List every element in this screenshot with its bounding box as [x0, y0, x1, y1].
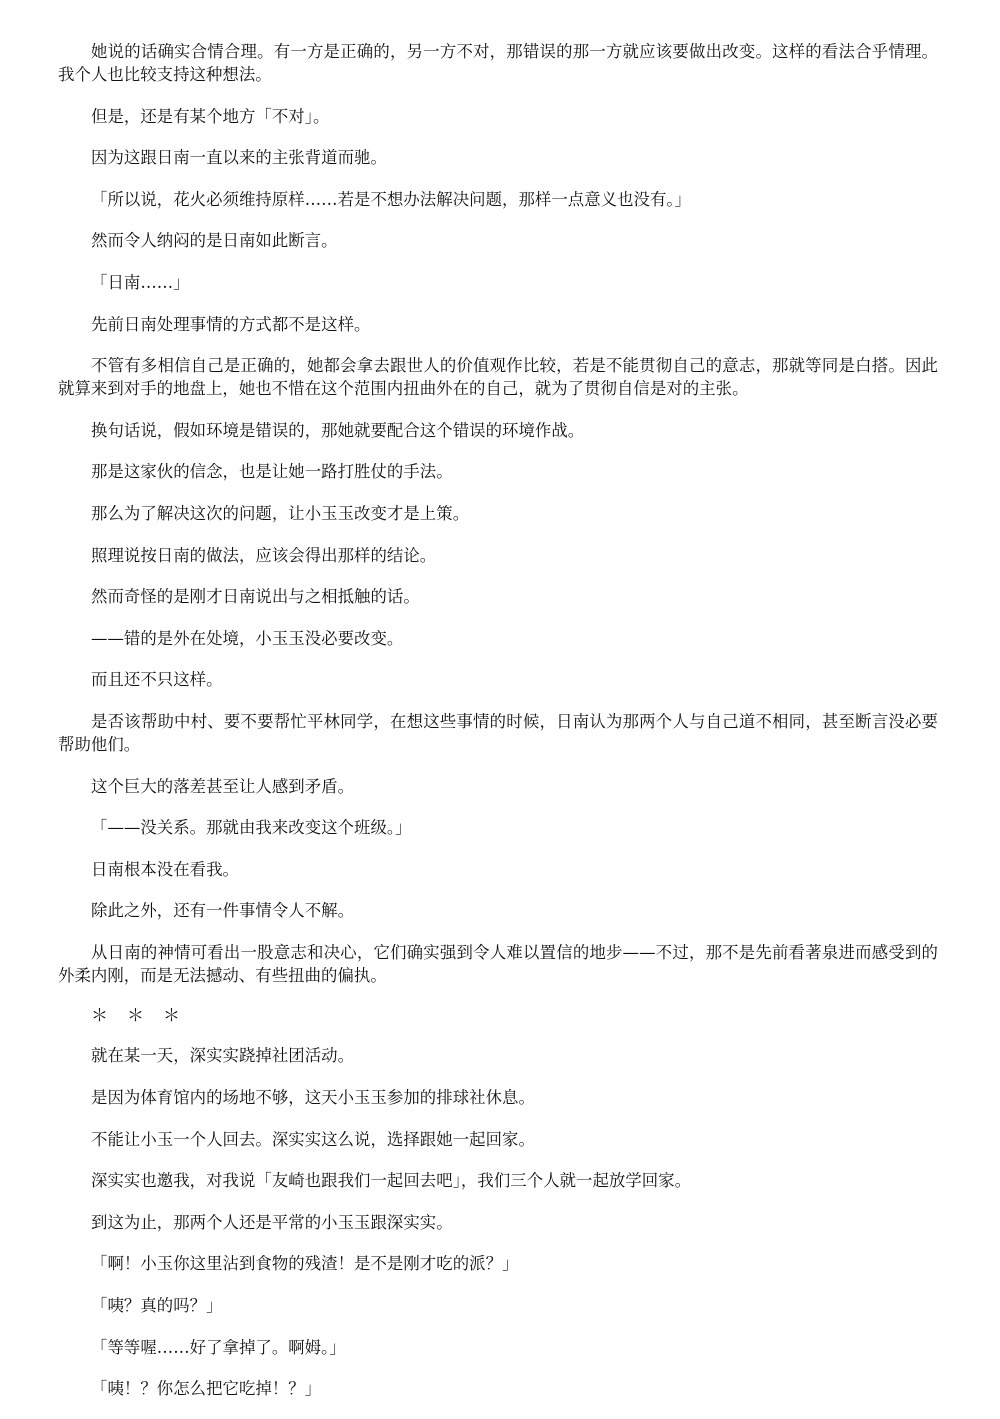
- paragraph: 除此之外，还有一件事情令人不解。: [91, 901, 355, 921]
- paragraph: 「等等喔……好了拿掉了。啊姆。」: [91, 1337, 346, 1357]
- paragraph: 不管有多相信自己是正确的，她都会拿去跟世人的价值观作比较，若是不能贯彻自己的意志，那就等同是白搭。因此就算来到对手的地盘上，她也不惜在这个范围内扭曲外在的自己，就为了贯彻自信是对的主张。: [58, 356, 938, 399]
- asterisk-mark: ＊: [127, 1006, 144, 1027]
- asterisk-mark: ＊: [163, 1006, 180, 1027]
- paragraph: 到这为止，那两个人还是平常的小玉玉跟深实实。: [91, 1212, 453, 1232]
- paragraph: 这个巨大的落差甚至让人感到矛盾。: [91, 776, 355, 796]
- paragraph: 是因为体育馆内的场地不够，这天小玉玉参加的排球社休息。: [91, 1088, 535, 1108]
- paragraph: 那是这家伙的信念，也是让她一路打胜仗的手法。: [91, 462, 453, 482]
- paragraph: 她说的话确实合情合理。有一方是正确的，另一方不对，那错误的那一方就应该要做出改变。这样的看法合乎情理。我个人也比较支持这种想法。: [58, 42, 938, 84]
- paragraph: 而且还不只这样。: [91, 670, 223, 690]
- paragraph: 就在某一天，深实实跷掉社团活动。: [91, 1046, 355, 1066]
- paragraph: 「啊！小玉你这里沾到食物的残渣！是不是刚才吃的派？」: [91, 1254, 519, 1274]
- paragraph: 从日南的神情可看出一股意志和决心，它们确实强到令人难以置信的地步——不过，那不是先前看著泉进而感受到的外柔内刚，而是无法撼动、有些扭曲的偏执。: [58, 942, 938, 985]
- paragraph: 那么为了解决这次的问题，让小玉玉改变才是上策。: [91, 503, 470, 523]
- page-body: [58, 40, 938, 1419]
- paragraph: 「咦！？你怎么把它吃掉！？」: [91, 1379, 322, 1399]
- paragraph: 但是，还是有某个地方「不对」。: [91, 106, 330, 126]
- paragraph: 然而令人纳闷的是日南如此断言。: [91, 231, 338, 251]
- paragraph: 先前日南处理事情的方式都不是这样。: [91, 314, 371, 334]
- paragraph: 不能让小玉一个人回去。深实实这么说，选择跟她一起回家。: [91, 1129, 535, 1149]
- paragraph: 深实实也邀我，对我说「友崎也跟我们一起回去吧」，我们三个人就一起放学回家。: [91, 1171, 692, 1191]
- paragraph: 照理说按日南的做法，应该会得出那样的结论。: [91, 545, 437, 565]
- paragraph: 然而奇怪的是刚才日南说出与之相抵触的话。: [91, 587, 420, 607]
- scene-break-separator: [58, 1005, 938, 1028]
- paragraph: 「咦？真的吗？」: [91, 1296, 223, 1316]
- paragraph: 是否该帮助中村、要不要帮忙平林同学，在想这些事情的时候，日南认为那两个人与自己道不相同，甚至断言没必要帮助他们。: [58, 711, 938, 754]
- paragraph: 换句话说，假如环境是错误的，那她就要配合这个错误的环境作战。: [91, 420, 585, 440]
- paragraph: 「日南……」: [91, 272, 190, 292]
- paragraph: 日南根本没在看我。: [91, 859, 239, 879]
- asterisk-mark: ＊: [91, 1006, 108, 1027]
- paragraph: 「——没关系。那就由我来改变这个班级。」: [91, 818, 412, 838]
- paragraph: 「所以说，花火必须维持原样……若是不想办法解决问题，那样一点意义也没有。」: [91, 189, 692, 209]
- paragraph: 因为这跟日南一直以来的主张背道而驰。: [91, 148, 387, 168]
- paragraph: ——错的是外在处境，小玉玉没必要改变。: [91, 628, 404, 648]
